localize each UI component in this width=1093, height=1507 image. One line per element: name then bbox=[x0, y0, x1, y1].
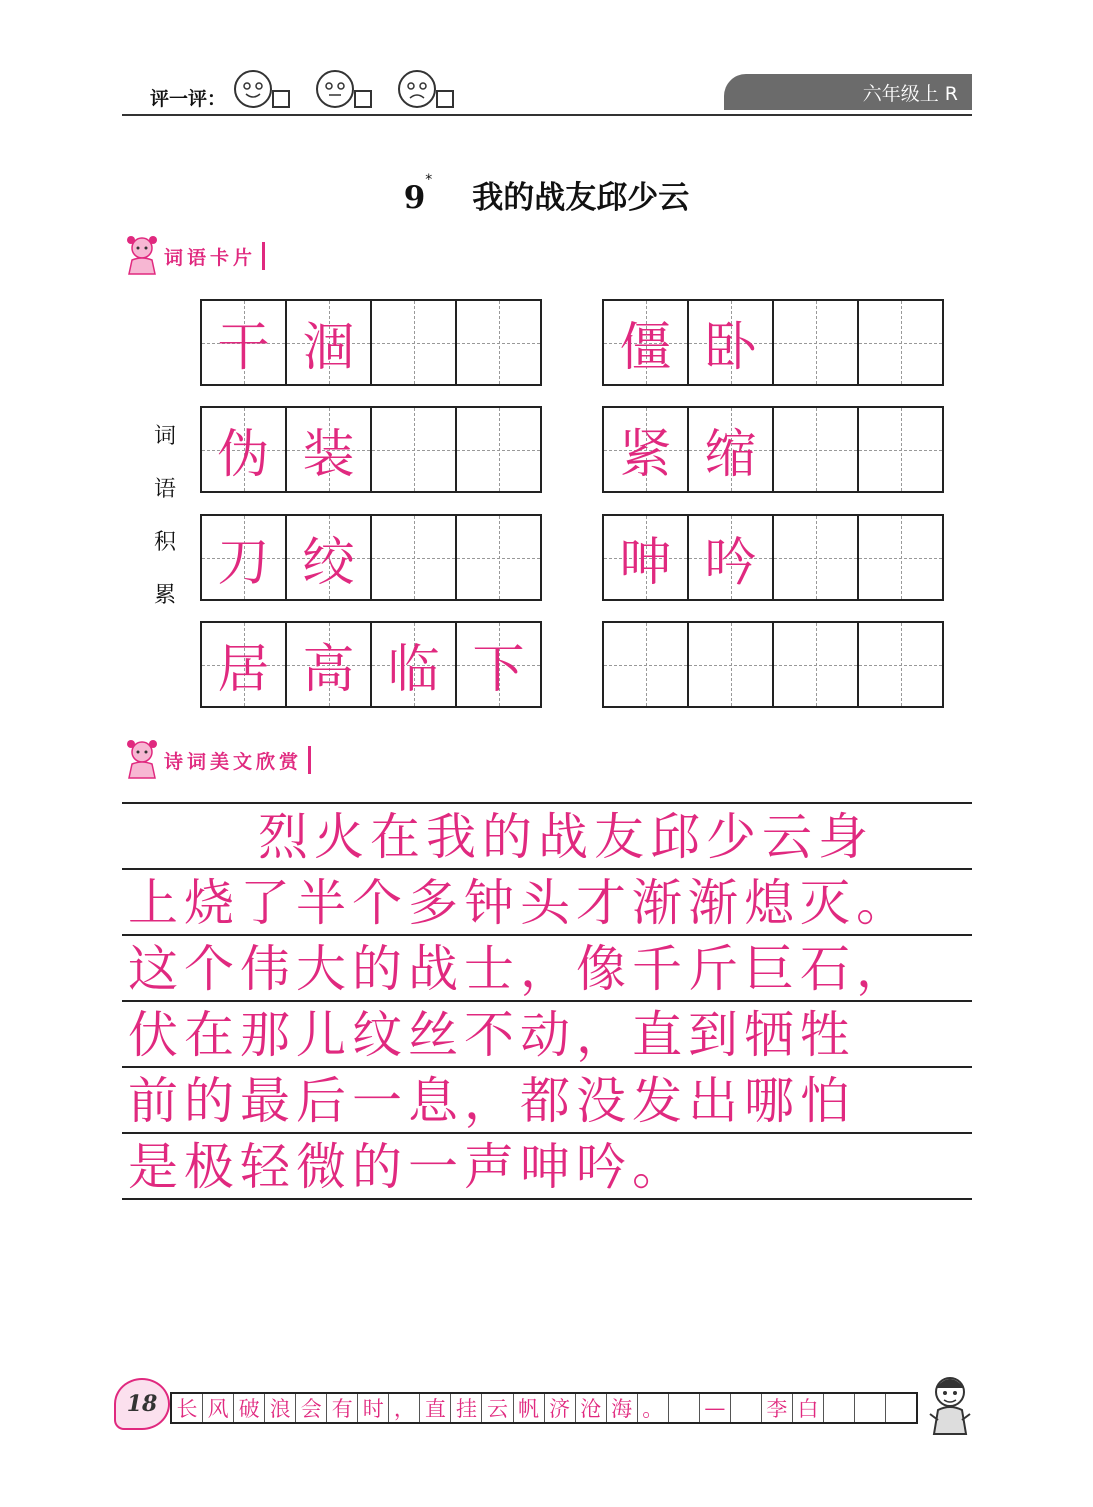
heading-bar bbox=[262, 242, 265, 270]
happy-face-icon bbox=[234, 70, 272, 108]
grid-cell[interactable]: 卧 bbox=[689, 301, 774, 384]
passage-line: 伏在那儿纹丝不动，直到牺牲 bbox=[122, 1000, 972, 1066]
grid-cell[interactable] bbox=[372, 516, 457, 599]
heading-bar bbox=[308, 746, 311, 774]
page-number: 18 bbox=[114, 1378, 170, 1430]
grid-cell[interactable] bbox=[859, 408, 942, 491]
grid-cell[interactable] bbox=[859, 516, 942, 599]
grid-cell[interactable] bbox=[457, 301, 540, 384]
grid-cell[interactable]: 紧 bbox=[604, 408, 689, 491]
quote-char: 李 bbox=[762, 1394, 793, 1422]
vocab-grid-right-3 bbox=[602, 514, 944, 601]
neutral-face-icon bbox=[316, 70, 354, 108]
grid-cell[interactable]: 干 bbox=[202, 301, 287, 384]
quote-char: 浪 bbox=[265, 1394, 296, 1422]
vocab-grid-left-3 bbox=[200, 514, 542, 601]
girl-mascot-icon bbox=[122, 234, 162, 278]
quote-char: 直 bbox=[420, 1394, 451, 1422]
quote-char: 海 bbox=[607, 1394, 638, 1422]
grid-cell[interactable] bbox=[774, 408, 859, 491]
quote-char: 挂 bbox=[451, 1394, 482, 1422]
quote-char: 济 bbox=[545, 1394, 576, 1422]
grid-cell[interactable]: 涸 bbox=[287, 301, 372, 384]
neutral-rating-checkbox[interactable] bbox=[354, 90, 372, 108]
grid-cell[interactable]: 伪 bbox=[202, 408, 287, 491]
vocab-grid-left-4 bbox=[200, 621, 542, 708]
vocab-label-char: 语 bbox=[153, 477, 176, 502]
quote-char: 白 bbox=[793, 1394, 824, 1422]
vocab-heading-text: 词语卡片 bbox=[164, 246, 257, 269]
quote-char bbox=[731, 1394, 762, 1422]
passage-block bbox=[122, 802, 972, 1200]
passage-line: 是极轻微的一声呻吟。 bbox=[122, 1132, 972, 1198]
grid-cell[interactable]: 绞 bbox=[287, 516, 372, 599]
lesson-mark: * bbox=[425, 172, 433, 188]
sad-rating-checkbox[interactable] bbox=[436, 90, 454, 108]
grid-cell[interactable]: 缩 bbox=[689, 408, 774, 491]
grid-cell[interactable]: 装 bbox=[287, 408, 372, 491]
quote-char: ， bbox=[389, 1394, 420, 1422]
lesson-title bbox=[0, 172, 1093, 217]
grid-cell[interactable] bbox=[372, 301, 457, 384]
vocab-heading bbox=[122, 234, 265, 278]
quote-char: 有 bbox=[327, 1394, 358, 1422]
grade-tab: 六年级上 R bbox=[724, 74, 972, 110]
grid-cell[interactable]: 僵 bbox=[604, 301, 689, 384]
grid-cell[interactable] bbox=[774, 623, 859, 706]
vocab-label-char: 累 bbox=[153, 583, 176, 608]
vocab-grid-right-4 bbox=[602, 621, 944, 708]
passage-line: 烈火在我的战友邱少云身 bbox=[122, 802, 972, 868]
passage-line: 这个伟大的战士，像千斤巨石， bbox=[122, 934, 972, 1000]
grid-cell[interactable]: 下 bbox=[457, 623, 540, 706]
quote-char bbox=[824, 1394, 855, 1422]
quote-char: 长 bbox=[172, 1394, 203, 1422]
lesson-number: 9 bbox=[403, 180, 426, 216]
quote-char: 帆 bbox=[514, 1394, 545, 1422]
grid-cell[interactable] bbox=[604, 623, 689, 706]
quote-char: 时 bbox=[358, 1394, 389, 1422]
grid-cell[interactable] bbox=[774, 516, 859, 599]
vocab-label-char: 词 bbox=[153, 424, 176, 449]
grid-cell[interactable] bbox=[372, 408, 457, 491]
vocab-grid-left-1 bbox=[200, 299, 542, 386]
grid-cell[interactable]: 高 bbox=[287, 623, 372, 706]
quote-char: 会 bbox=[296, 1394, 327, 1422]
grid-cell[interactable] bbox=[457, 516, 540, 599]
boy-mascot-icon bbox=[922, 1370, 978, 1440]
vocab-side-label bbox=[150, 410, 180, 622]
grid-cell[interactable] bbox=[859, 301, 942, 384]
quote-char: 云 bbox=[482, 1394, 513, 1422]
vocab-grid-right-1 bbox=[602, 299, 944, 386]
quote-char: — bbox=[700, 1394, 731, 1422]
quote-strip bbox=[170, 1392, 918, 1424]
grid-cell[interactable]: 临 bbox=[372, 623, 457, 706]
lesson-title-text: 我的战友邱少云 bbox=[472, 180, 690, 216]
quote-char: 。 bbox=[638, 1394, 669, 1422]
vocab-grid-left-2 bbox=[200, 406, 542, 493]
girl-mascot-icon bbox=[122, 738, 162, 782]
quote-char: 风 bbox=[203, 1394, 234, 1422]
grid-cell[interactable] bbox=[689, 623, 774, 706]
header-divider bbox=[122, 114, 972, 116]
quote-char: 破 bbox=[234, 1394, 265, 1422]
sad-face-icon bbox=[398, 70, 436, 108]
quote-char bbox=[886, 1394, 916, 1422]
grid-cell[interactable]: 吟 bbox=[689, 516, 774, 599]
grid-cell[interactable]: 居 bbox=[202, 623, 287, 706]
grid-cell[interactable]: 刀 bbox=[202, 516, 287, 599]
poem-heading bbox=[122, 738, 311, 782]
passage-line: 前的最后一息，都没发出哪怕 bbox=[122, 1066, 972, 1132]
quote-char bbox=[669, 1394, 700, 1422]
passage-bottom-rule bbox=[122, 1198, 972, 1200]
vocab-grid-right-2 bbox=[602, 406, 944, 493]
quote-char: 沧 bbox=[576, 1394, 607, 1422]
rating-label: 评一评： bbox=[150, 88, 227, 110]
grid-cell[interactable]: 呻 bbox=[604, 516, 689, 599]
grid-cell[interactable] bbox=[859, 623, 942, 706]
poem-heading-text: 诗词美文欣赏 bbox=[164, 750, 303, 773]
grid-cell[interactable] bbox=[774, 301, 859, 384]
grid-cell[interactable] bbox=[457, 408, 540, 491]
quote-char bbox=[855, 1394, 886, 1422]
passage-line: 上烧了半个多钟头才渐渐熄灭。 bbox=[122, 868, 972, 934]
vocab-label-char: 积 bbox=[153, 530, 176, 555]
happy-rating-checkbox[interactable] bbox=[272, 90, 290, 108]
